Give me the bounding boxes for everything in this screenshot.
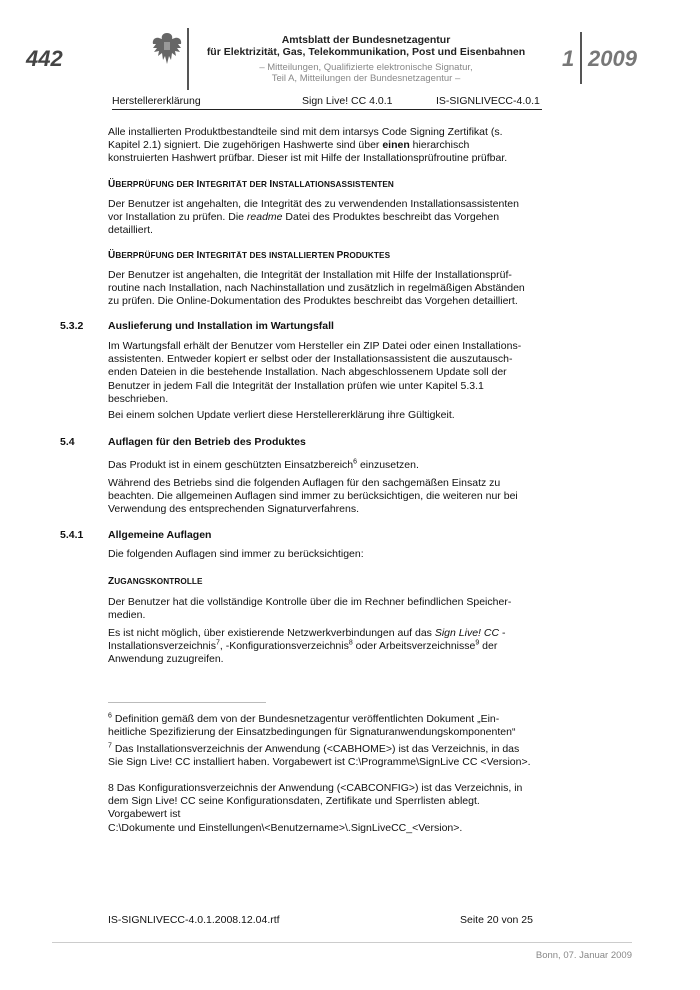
section-5-4-1-number: 5.4.1 xyxy=(60,529,84,541)
paragraph-operation: Während des Betriebs sind die folgenden Auflagen für den sachgemäßen Einsatz zu beachten. Die allgemeinen Auflagen sind immer zu berücksichtigen, die weiteren nur bei Verwendung des entsprechenden Signaturverfahrens. xyxy=(108,477,518,516)
footnote-ref-7: 7 xyxy=(215,639,220,647)
running-header xyxy=(112,95,542,110)
paragraph-signing: Alle installierten Produktbestandteile sind mit dem intarsys Code Signing Zertifikat (s. Kapitel 2.1) signiert. Die zugehörigen Hashwerte sind über einen hierarchisch konstruierten Hashwert prüfbar. Dieser ist mit Hilfe der Installationsprüfroutine prüfbar. xyxy=(108,126,508,165)
gazette-subtitle: – Mitteilungen, Qualifizierte elektronische Signatur, Teil A, Mitteilungen der Bundesnetzagentur – xyxy=(259,62,473,84)
paragraph-validity: Bei einem solchen Update verliert diese Herstellererklärung ihre Gültigkeit. xyxy=(108,409,455,421)
page-number: 442 xyxy=(26,46,63,71)
paragraph-general-conditions: Die folgenden Auflagen sind immer zu berücksichtigen: xyxy=(108,548,364,560)
paragraph-network-access: Es ist nicht möglich, über existierende Netzwerkverbindungen auf das Sign Live! CC - Installationsverzeichnis$^7$, -Konfigurationsverzeichnis$^8$ oder Arbeitsverzeichnisse$^9$ der Anwendung zuzugreifen. xyxy=(108,627,506,666)
heading-access-control: ZUGANGSKONTROLLE xyxy=(108,576,203,587)
running-header-right: IS-SIGNLIVECC-4.0.1 xyxy=(436,95,540,107)
bottom-divider xyxy=(52,942,632,943)
issue-number: 1 xyxy=(562,46,575,71)
issue-divider xyxy=(580,32,582,84)
section-5-3-2-number: 5.3.2 xyxy=(60,320,84,332)
footnote-7: $^7$ Das Installationsverzeichnis der Anwendung (<CABHOME>) ist das Verzeichnis, in das Sie Sign Live! CC installiert haben. Vorgabewert ist C:\Programme\SignLive CC <Version>. xyxy=(108,742,531,769)
footnote-ref-8: 8 xyxy=(348,639,353,647)
section-5-4-1-title: Allgemeine Auflagen xyxy=(108,529,212,541)
issue-year: 2009 xyxy=(588,46,637,71)
running-header-left: Herstellererklärung xyxy=(112,95,201,107)
federal-eagle-icon xyxy=(150,30,184,68)
footnote-8: 8 Das Konfigurationsverzeichnis der Anwendung (<CABCONFIG>) ist das Verzeichnis, in dem Sign Live! CC seine Konfigurationsdaten, Zertifikate und Sperrlisten ablegt. Vorgabewert ist C:\Dokumente und Einstellungen\<Benutzername>\.SignLiveCC_<Version>. xyxy=(108,782,523,834)
masthead-divider xyxy=(187,28,189,90)
publication-date: Bonn, 07. Januar 2009 xyxy=(535,950,632,961)
heading-product-integrity: ÜBERPRÜFUNG DER INTEGRITÄT DES INSTALLIERTEN PRODUKTES xyxy=(108,250,391,261)
section-5-4-number: 5.4 xyxy=(60,436,75,448)
footnote-separator xyxy=(108,702,266,703)
paragraph-protected-area: Das Produkt ist in einem geschützten Einsatzbereich$^6$ einzusetzen. xyxy=(108,458,419,471)
paragraph-maintenance: Im Wartungsfall erhält der Benutzer vom Hersteller ein ZIP Datei oder einen Installations- assistenten. Entweder kopiert er selbst oder der Installationsassistent die auszutausch- enden Dateien in die bestehende Installation. Nach abgeschlossenem Update soll der Benutzer in jedem Fall die Integrität der Installation prüfen wie unter Kapitel 5.3.1 beschrieben. xyxy=(108,340,522,405)
paragraph-access-control: Der Benutzer hat die vollständige Kontrolle über die im Rechner befindlichen Speicher- medien. xyxy=(108,596,512,622)
section-5-4-title: Auflagen für den Betrieb des Produktes xyxy=(108,436,306,448)
section-5-3-2-title: Auslieferung und Installation im Wartungsfall xyxy=(108,320,334,332)
gazette-title: Amtsblatt der Bundesnetzagentur für Elektrizität, Gas, Telekommunikation, Post und Eisenbahnen xyxy=(206,34,526,58)
footnote-6: $^6$ Definition gemäß dem von der Bundesnetzagentur veröffentlichten Dokument „Ein- heitliche Spezifizierung der Einsatzbedingungen für Signaturanwendungskomponenten“ xyxy=(108,712,516,739)
paragraph-product: Der Benutzer ist angehalten, die Integrität der Installation mit Hilfe der Installationsprüf- routine nach Installation, nach Nachinstallation und zusätzlich in regelmäßigen Abständen zu prüfen. Die Online-Dokumentation des Produktes beschreibt das Vorgehen detailliert. xyxy=(108,269,525,308)
running-header-center: Sign Live! CC 4.0.1 xyxy=(302,95,393,107)
document-id: IS-SIGNLIVECC-4.0.1.2008.12.04.rtf xyxy=(108,914,280,926)
footnote-ref-6: 6 xyxy=(353,458,358,466)
footnote-ref-9: 9 xyxy=(475,639,480,647)
paragraph-assistant: Der Benutzer ist angehalten, die Integrität des zu verwendenden Installationsassistenten vor Installation zu prüfen. Die readme Datei des Produktes beschreibt das Vorgehen detailliert. xyxy=(108,198,519,237)
page-info: Seite 20 von 25 xyxy=(460,914,533,926)
heading-assistant-integrity: ÜBERPRÜFUNG DER INTEGRITÄT DER INSTALLATIONSASSISTENTEN xyxy=(108,179,394,190)
